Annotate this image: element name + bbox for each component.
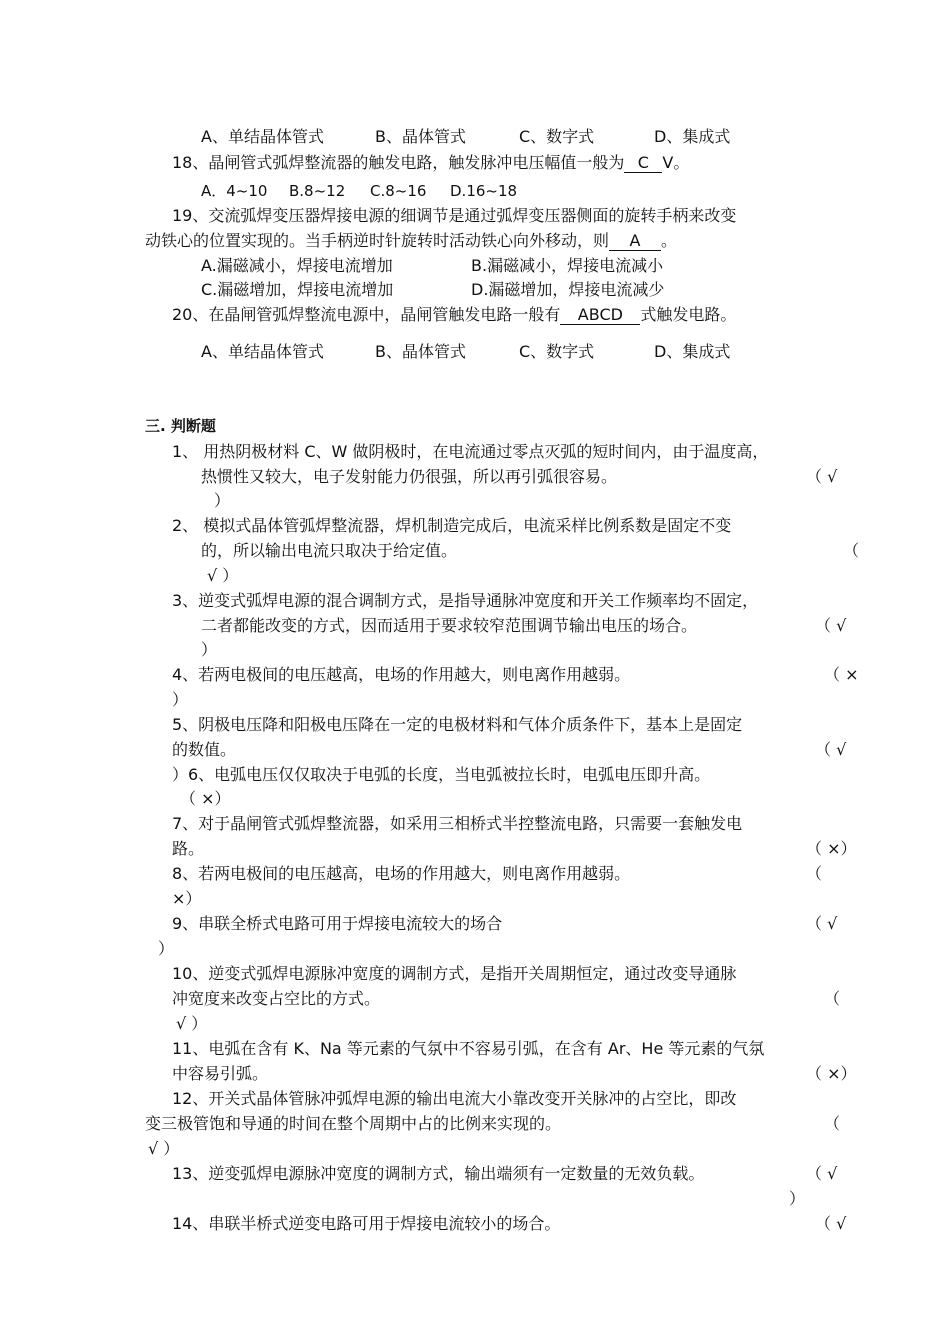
q20-text-end: 式触发电路。	[640, 305, 737, 324]
q19-answer: A	[609, 232, 661, 251]
q19-option-d: D.漏磁增加，焊接电流减少	[471, 280, 665, 299]
judge-3-mark: （ √	[815, 616, 847, 635]
judge-11-line2: 中容易引弧。	[172, 1064, 269, 1083]
q18-option-c: C.8~16	[370, 182, 427, 200]
judge-1-mark: （ √	[806, 467, 838, 486]
q18-stem	[172, 152, 689, 174]
q19-options-row2	[201, 279, 664, 301]
q19-option-a: A.漏磁减小，焊接电流增加	[201, 256, 393, 275]
judge-2-line2: 的，所以输出电流只取决于给定值。	[201, 541, 458, 560]
judge-13-mark: （ √	[806, 1164, 838, 1183]
judge-11-line1: 11、电弧在含有 K、Na 等元素的气氛中不容易引弧，在含有 Ar、He 等元素的气氛	[172, 1039, 765, 1058]
judge-9-close: ）	[158, 939, 175, 958]
judge-2-mark: √ ）	[207, 566, 239, 585]
judge-12-line1: 12、开关式晶体管脉冲弧焊电源的输出电流大小靠改变开关脉冲的占空比，即改	[172, 1089, 737, 1108]
judge-7-line1: 7、对于晶闸管式弧焊整流器，如采用三相桥式半控整流电路，只需要一套触发电	[172, 814, 743, 833]
judge-12-open: （	[824, 1114, 841, 1133]
judge-13-line1: 13、逆变弧焊电源脉冲宽度的调制方式，输出端须有一定数量的无效负载。	[172, 1164, 705, 1183]
judge-8-line1: 8、若两电极间的电压越高，电场的作用越大，则电离作用越弱。	[172, 864, 631, 883]
q17-options	[201, 126, 730, 148]
q20-option-b: B、晶体管式	[375, 342, 466, 361]
judge-1-line2: 热惯性又较大，电子发射能力仍很强，所以再引弧很容易。	[201, 467, 618, 486]
judge-3-line2: 二者都能改变的方式，因而适用于要求较窄范围调节输出电压的场合。	[201, 616, 698, 635]
q19-options-row1	[201, 255, 663, 277]
judge-10-open: （	[824, 989, 841, 1008]
judge-5-line1: 5、阴极电压降和阳极电压降在一定的电极材料和气体介质条件下，基本上是固定	[172, 715, 743, 734]
judge-12-mark: √ ）	[148, 1139, 180, 1158]
q17-option-a: A、单结晶体管式	[201, 127, 324, 146]
judge-10-line1: 10、逆变式弧焊电源脉冲宽度的调制方式，是指开关周期恒定，通过改变导通脉	[172, 964, 737, 983]
q20-stem	[172, 304, 736, 326]
q18-option-b: B.8~12	[289, 182, 346, 200]
section-title-judgement: 三. 判断题	[145, 417, 216, 435]
judge-12-line2: 变三极管饱和导通的时间在整个周期中占的比例来实现的。	[145, 1114, 562, 1133]
judge-13-close: ）	[789, 1189, 806, 1208]
judge-10-mark: √ ）	[176, 1014, 208, 1033]
q18-option-a: A．4~10	[201, 182, 268, 200]
judge-1-close: ）	[214, 491, 231, 510]
judge-11-mark: （ ×）	[806, 1064, 857, 1083]
judge-4-close: ）	[172, 690, 189, 709]
judge-7-line2: 路。	[172, 839, 205, 858]
q17-option-d: D、集成式	[654, 127, 731, 146]
q19-text-end: 。	[661, 231, 678, 250]
judge-10-line2: 冲宽度来改变占空比的方式。	[172, 989, 381, 1008]
q19-text: 动铁心的位置实现的。当手柄逆时针旋转时活动铁心向外移动，则	[145, 231, 610, 250]
judge-8-mark: ×）	[172, 889, 202, 908]
judge-14-mark: （ √	[815, 1214, 847, 1233]
q18-text-end: V。	[662, 153, 690, 172]
judge-14-line1: 14、串联半桥式逆变电路可用于焊接电流较小的场合。	[172, 1214, 561, 1233]
q20-options	[201, 341, 730, 363]
judge-3-line1: 3、逆变式弧焊电源的混合调制方式，是指导通脉冲宽度和开关工作频率均不固定，	[172, 591, 759, 610]
judge-1-line1: 1、 用热阴极材料 C、W 做阴极时，在电流通过零点灭弧的短时间内，由于温度高，	[172, 442, 769, 461]
q20-option-d: D、集成式	[654, 342, 731, 361]
q18-options	[201, 180, 517, 202]
judge-2-open: （	[843, 541, 860, 560]
judge-3-close: ）	[201, 640, 218, 659]
q19-line2	[145, 230, 677, 252]
q19-line1: 19、交流弧焊变压器焊接电源的细调节是通过弧焊变压器侧面的旋转手柄来改变	[172, 206, 737, 225]
q18-text: 18、晶闸管式弧焊整流器的触发电路，触发脉冲电压幅值一般为	[172, 153, 625, 172]
q17-option-b: B、晶体管式	[375, 127, 466, 146]
q20-text: 20、在晶闸管弧焊整流电源中，晶闸管触发电路一般有	[172, 305, 561, 324]
judge-7-mark: （ ×）	[806, 839, 857, 858]
q19-option-c: C.漏磁增加，焊接电流增加	[201, 280, 394, 299]
q20-option-a: A、单结晶体管式	[201, 342, 324, 361]
q17-option-c: C、数字式	[519, 127, 595, 146]
q19-option-b: B.漏磁减小，焊接电流减小	[471, 256, 664, 275]
q20-answer: ABCD	[560, 306, 640, 325]
judge-5-line2: 的数值。	[172, 740, 237, 759]
judge-6-mark: （ ×）	[180, 789, 231, 808]
judge-9-line1: 9、串联全桥式电路可用于焊接电流较大的场合	[172, 914, 503, 933]
judge-6-line1: ）6、电弧电压仅仅取决于电弧的长度，当电弧被拉长时，电弧电压即升高。	[172, 765, 711, 784]
judge-5-mark: （ √	[815, 740, 847, 759]
judge-4-line1: 4、若两电极间的电压越高，电场的作用越大，则电离作用越弱。	[172, 665, 631, 684]
judge-9-mark: （ √	[806, 914, 838, 933]
q20-option-c: C、数字式	[519, 342, 595, 361]
judge-4-mark: （ ×	[824, 665, 859, 684]
q18-answer: C	[624, 154, 662, 173]
q18-option-d: D.16~18	[450, 182, 518, 200]
judge-8-open: （	[806, 864, 823, 883]
judge-2-line1: 2、 模拟式晶体管弧焊整流器，焊机制造完成后，电流采样比例系数是固定不变	[172, 516, 732, 535]
